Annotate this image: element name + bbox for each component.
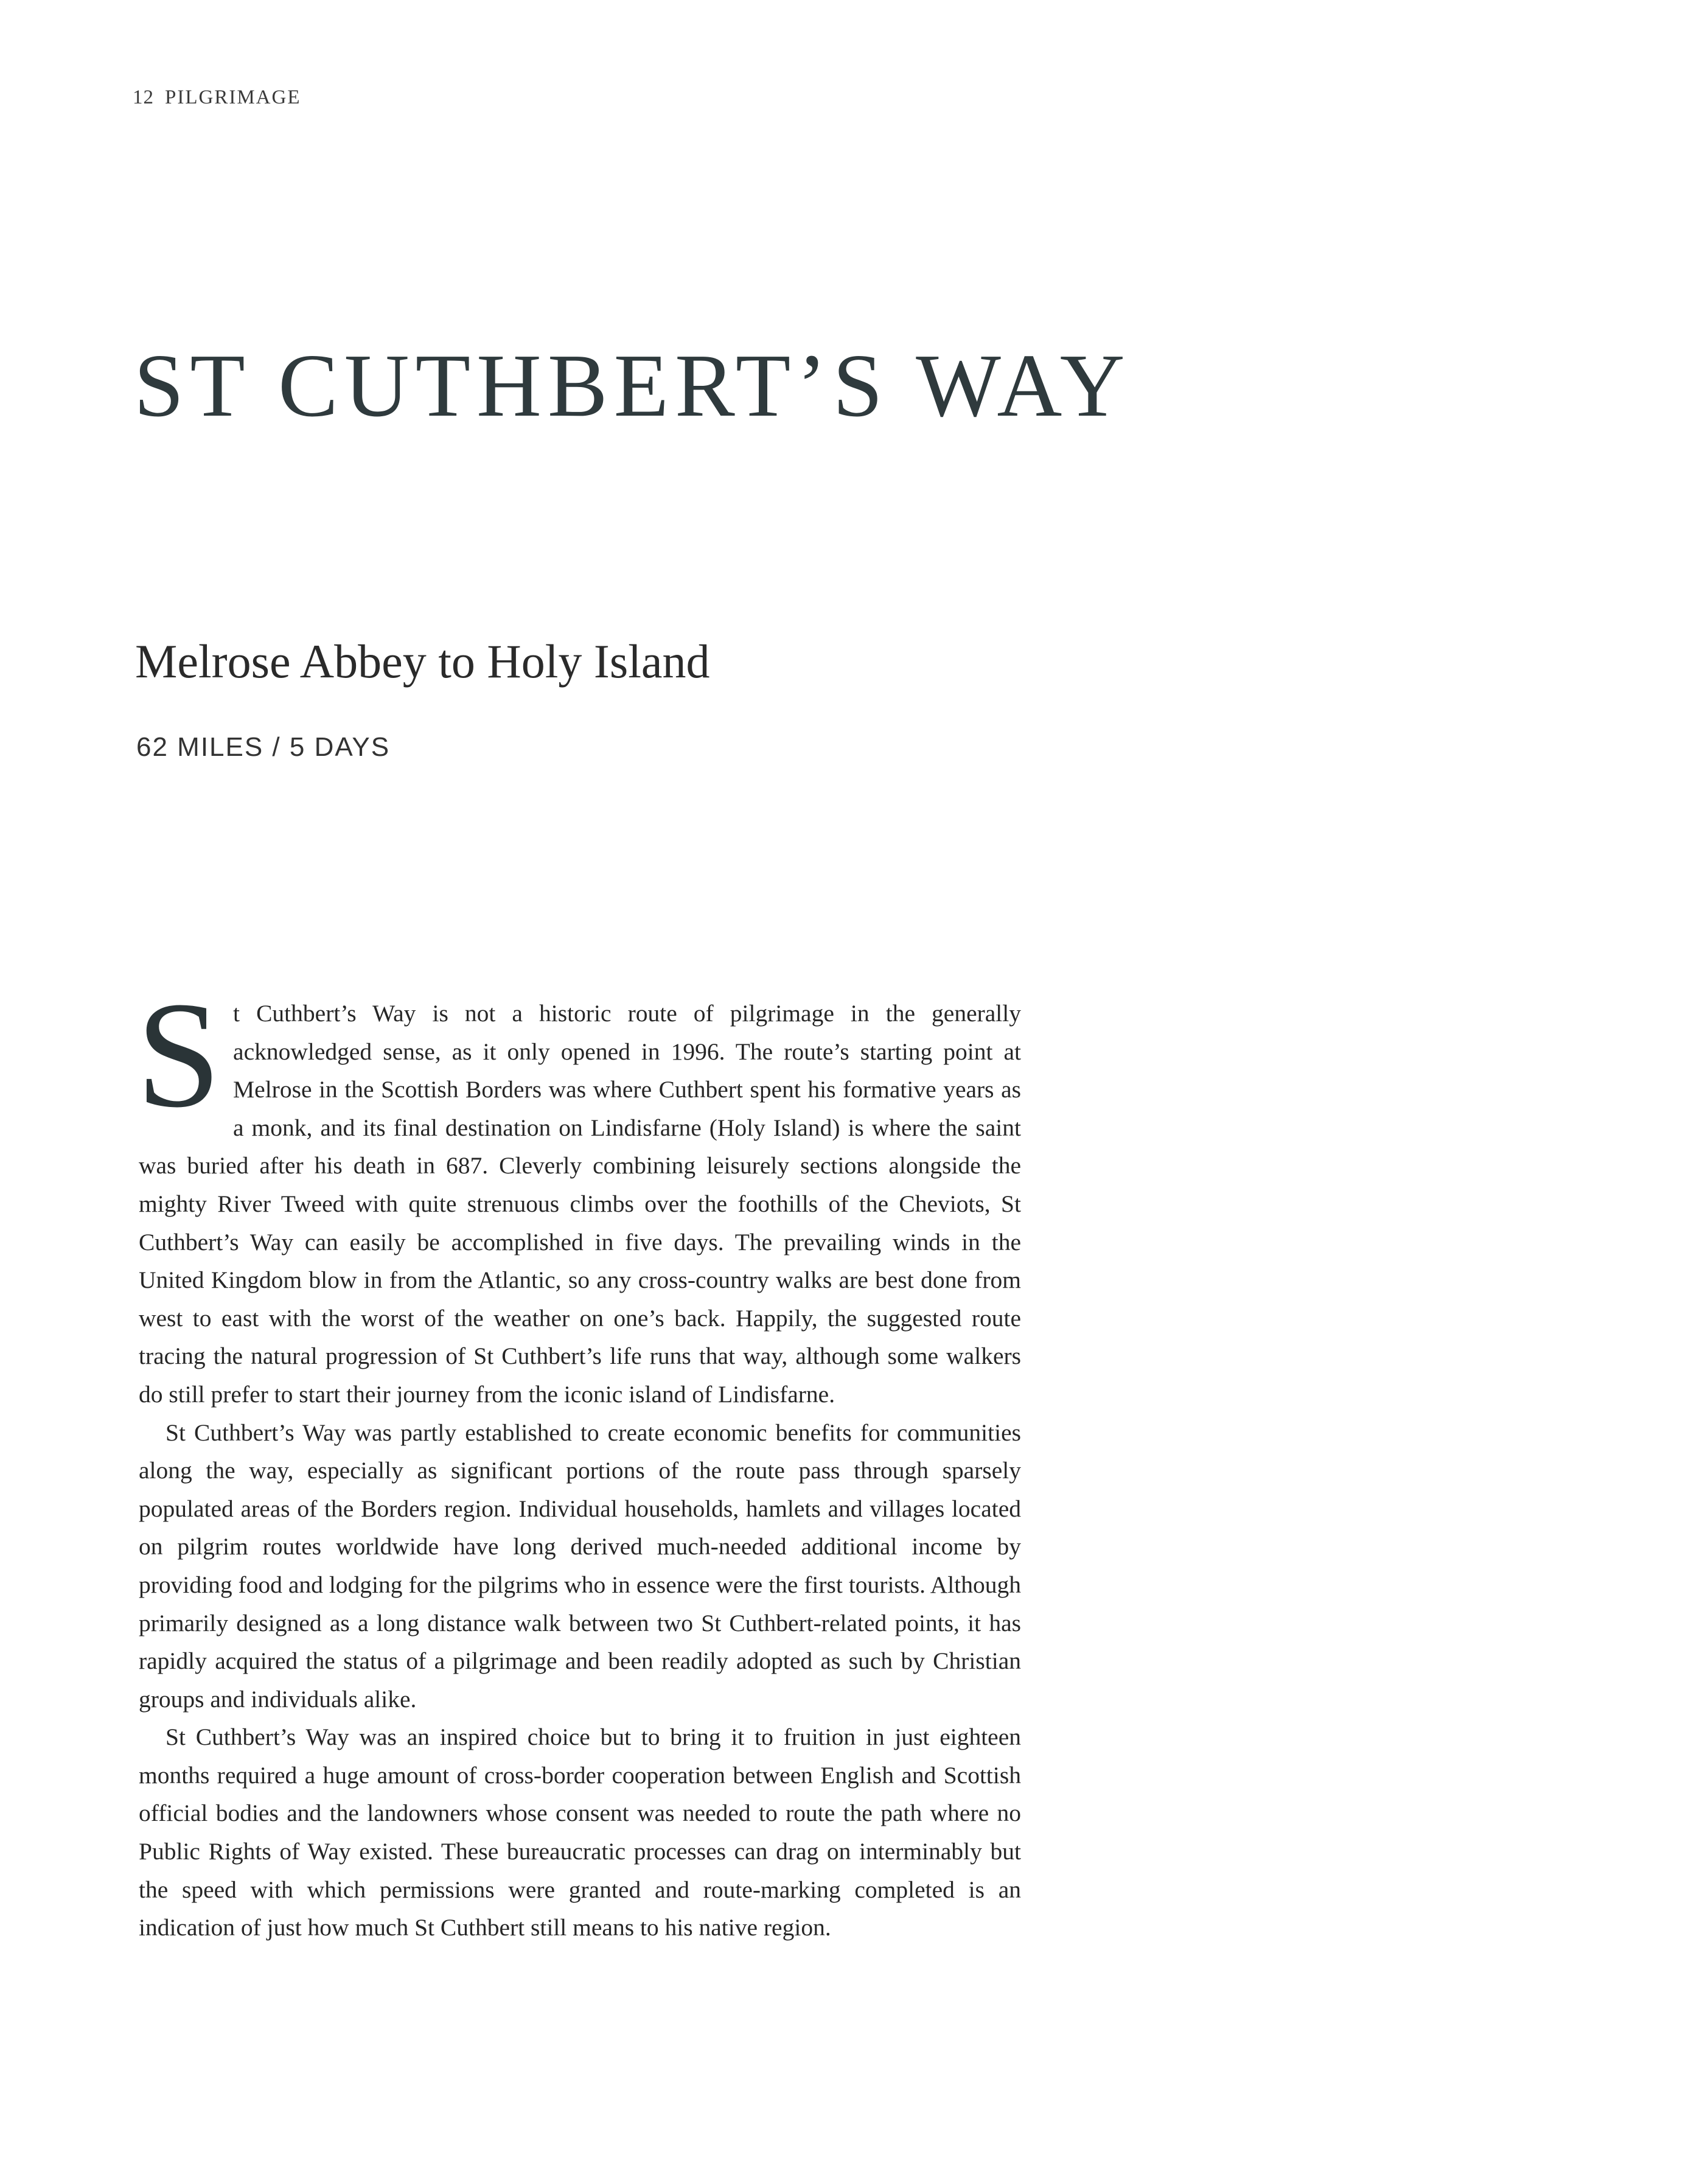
running-header (133, 86, 301, 109)
paragraph-1 (136, 971, 1021, 1414)
drop-cap: S (136, 971, 221, 1139)
page-number: 12 (133, 86, 154, 108)
chapter-title: ST CUTHBERT’S WAY (134, 336, 1131, 436)
body-text (136, 971, 1021, 1947)
chapter-subtitle: Melrose Abbey to Holy Island (135, 635, 710, 688)
paragraph-3: St Cuthbert’s Way was an inspired choice but to bring it to fruition in just eighteen months required a huge amount of cross-border cooperation between English and Scottish official bodies and the landowners whose consent was needed to route the path where no Public Rights of Way existed. These bureaucratic processes can drag on interminably but the speed with which permissions were granted and route-marking completed is an indication of just how much St Cuthbert still means to his native region. (139, 1724, 1021, 1941)
route-distance: 62 MILES / 5 DAYS (136, 732, 391, 762)
paragraph-1-text: t Cuthbert’s Way is not a historic route of pilgrimage in the generally acknowledged sense, as it only opened in 1996. The route’s starting point at Melrose in the Scottish Borders was where Cuthbert spent his formative years as a monk, and its final destination on Lindisfarne (Holy Island) is where the saint was buried after his death in 687. Cleverly combining leisurely sections alongside the mighty River Tweed with quite strenuous climbs over the foothills of the Cheviots, St Cuthbert’s Way can easily be accomplished in five days. The prevailing winds in the United Kingdom blow in from the Atlantic, so any cross-country walks are best done from west to east with the worst of the weather on one’s back. Happily, the suggested route tracing the natural progression of St Cuthbert’s life runs that way, although some walkers do still prefer to start their journey from the iconic island of Lindisfarne. (139, 1000, 1021, 1408)
section-name: PILGRIMAGE (165, 86, 301, 108)
paragraph-2: St Cuthbert’s Way was partly established to create economic benefits for communities along the way, especially as significant portions of the route pass through sparsely populated areas of the Borders region. Individual households, hamlets and villages located on pilgrim routes worldwide have long derived much-needed additional income by providing food and lodging for the pilgrims who in essence were the first tourists. Although primarily designed as a long distance walk between two St Cuthbert-related points, it has rapidly acquired the status of a pilgrimage and been readily adopted as such by Christian groups and individuals alike. (139, 1419, 1021, 1713)
